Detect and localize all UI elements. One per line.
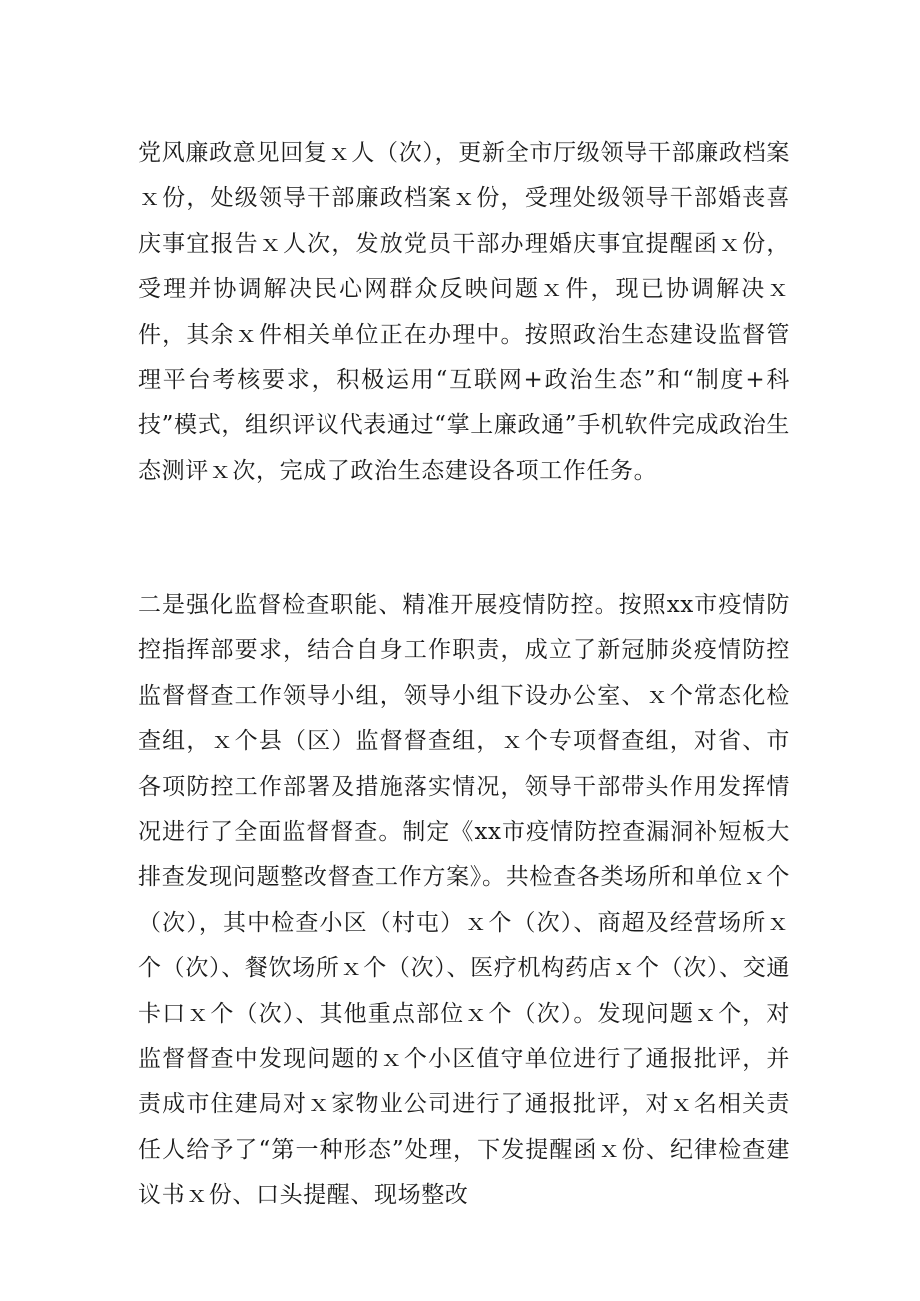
paragraph-epidemic-supervision: 二是强化监督检查职能、精准开展疫情防控。按照xx市疫情防控指挥部要求，结合自身工作职责，成立了新冠肺炎疫情防控监督督查工作领导小组，领导小组下设办公室、ｘ个常态化检查组，ｘ个县（区）监督督查组，ｘ个专项督查组，对省、市各项防控工作部署及措施落实情况，领导干部带头作用发挥情况进行了全面监督督查。制定《xx市疫情防控查漏洞补短板大排查发现问题整改督查工作方案》。共检查各类场所和单位ｘ个（次），其中检查小区（村屯）ｘ个（次）、商超及经营场所ｘ个（次）、餐饮场所ｘ个（次）、医疗机构药店ｘ个（次）、交通卡口ｘ个（次）、其他重点部位ｘ个（次）。发现问题ｘ个，对监督督查中发现问题的ｘ个小区值守单位进行了通报批评，并责成市住建局对ｘ家物业公司进行了通报批评，对ｘ名相关责任人给予了“第一种形态”处理，下发提醒函ｘ份、纪律检查建议书ｘ份、口头提醒、现场整改 <box>138 592 790 1209</box>
paragraph-clean-politics: 党风廉政意见回复ｘ人（次），更新全市厅级领导干部廉政档案ｘ份，处级领导干部廉政档案ｘ份，受理处级领导干部婚丧喜庆事宜报告ｘ人次，发放党员干部办理婚庆事宜提醒函ｘ份，受理并协调解决民心网群众反映问题ｘ件，现已协调解决ｘ件，其余ｘ件相关单位正在办理中。按照政治生态建设监督管理平台考核要求，积极运用“互联网+政治生态”和“制度+科技”模式，组织评议代表通过“掌上廉政通”手机软件完成政治生态测评ｘ次，完成了政治生态建设各项工作任务。 <box>138 140 790 484</box>
